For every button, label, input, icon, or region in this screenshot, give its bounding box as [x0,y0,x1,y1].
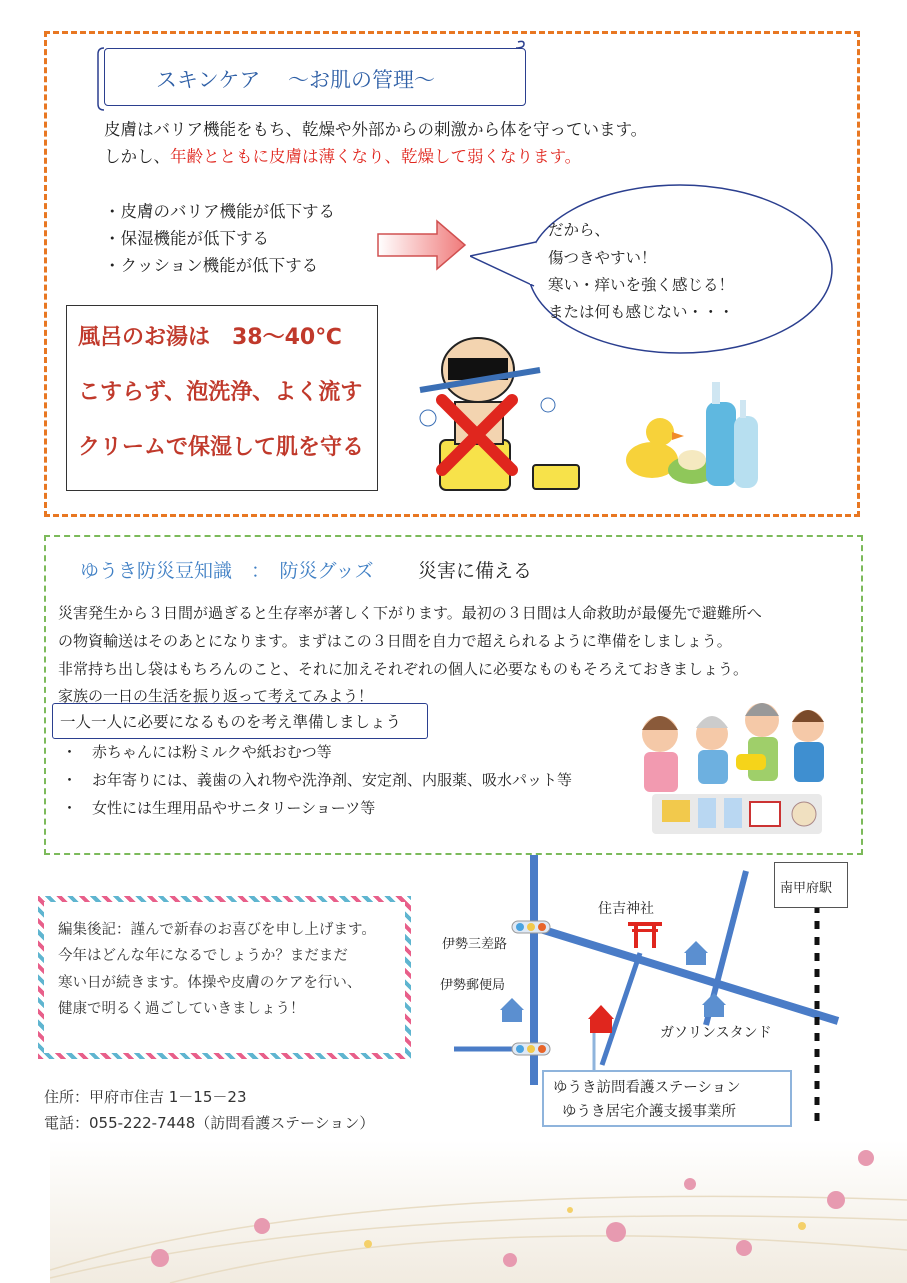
editor-note-line: 編集後記：謹んで新春のお喜びを申し上げます。 [58,922,376,938]
house-icon [684,941,708,965]
map-label-gas-station: ガソリンスタンド [660,1025,772,1041]
right-arrow-icon [377,219,467,271]
shrine-icon [628,922,662,948]
plum-blossom-footer-decoration [50,1140,907,1283]
post-office-icon [500,998,524,1022]
bath-tip: こすらず、泡洗浄、よく流す [78,380,363,405]
bath-tip: クリームで保湿して肌を守る [78,435,365,460]
house-icon [702,993,726,1017]
disaster-paragraph-line: 災害発生から３日間が過ぎると生存率が著しく下がります。最初の３日間は人命救助が最優先で避難所へ [58,604,762,622]
map-label-station: 南甲府駅 [780,881,833,896]
skincare-bullet: ・クッション機能が低下する [104,256,319,275]
disaster-paragraph-line: 家族の一日の生活を振り返って考えてみよう！ [58,687,374,705]
bubble-line: または何も感じない・・・ [548,303,735,321]
disaster-paragraph-line: 非常持ち出し袋はもちろんのこと、それに加えそれぞれの個人に必要なものもそろえておきましょう。 [58,660,749,678]
disaster-paragraph-line: の物資輸送はそのあとになります。まずはこの３日間を自力で超えられるように準備をしましょう。 [58,632,732,650]
bath-tip: 風呂のお湯は 38～40℃ [78,325,342,350]
bubble-line: 傷つきやすい！ [548,249,657,267]
bubble-line: 寒い・痒いを強く感じる！ [548,276,735,294]
skincare-intro-line1: 皮膚はバリア機能をもち、乾燥や外部からの刺激から体を守っています。 [104,120,648,139]
skincare-title: スキンケア ～お肌の管理～ [156,68,436,92]
disaster-subtitle: 災害に備える [418,560,533,582]
map-label-intersection: 伊勢三差路 [442,937,508,952]
address: 住所：甲府市住吉 1－15－23 [44,1088,247,1106]
prep-item: ・ 赤ちゃんには粉ミルクや紙おむつ等 [62,743,332,761]
bubble-line: だから、 [548,221,611,239]
skincare-bullet: ・保湿機能が低下する [104,229,269,248]
skincare-bullet: ・皮膚のバリア機能が低下する [104,202,335,221]
phone-visiting-nursing: 電話：055-222-7448（訪問看護ステーション） [44,1114,375,1132]
office-name-line2: ゆうき居宅介護支援事業所 [562,1104,736,1120]
editor-note-line: 健康で明るく過ごしていきましょう！ [58,1001,305,1017]
prep-label: 一人一人に必要になるものを考え準備しましょう [60,713,402,731]
office-house-icon [588,1005,614,1033]
intro-highlight: 年齢とともに皮膚は薄くなり、乾燥して弱くなります。 [170,147,582,166]
disaster-title: ゆうき防災豆知識 ： 防災グッズ [80,560,374,582]
editor-note-line: 寒い日が続きます。体操や皮膚のケアを行い、 [58,975,362,991]
family-with-emergency-goods-illustration [632,694,842,840]
prep-item: ・ お年寄りには、義歯の入れ物や洗浄剤、安定剤、内服薬、吸水パット等 [62,771,573,789]
map-label-shrine: 住吉神社 [598,901,654,917]
skincare-intro-line2 [104,143,581,167]
intro-prefix: しかし、 [104,147,170,166]
office-name-line1: ゆうき訪問看護ステーション [553,1080,741,1096]
map-label-post-office: 伊勢郵便局 [440,978,506,993]
prep-item: ・ 女性には生理用品やサニタリーショーツ等 [62,799,376,817]
scrubbing-person-illustration [400,330,580,495]
editor-note-line: 今年はどんな年になるでしょうか？まだまだ [58,948,348,964]
bath-goods-illustration [622,372,762,492]
